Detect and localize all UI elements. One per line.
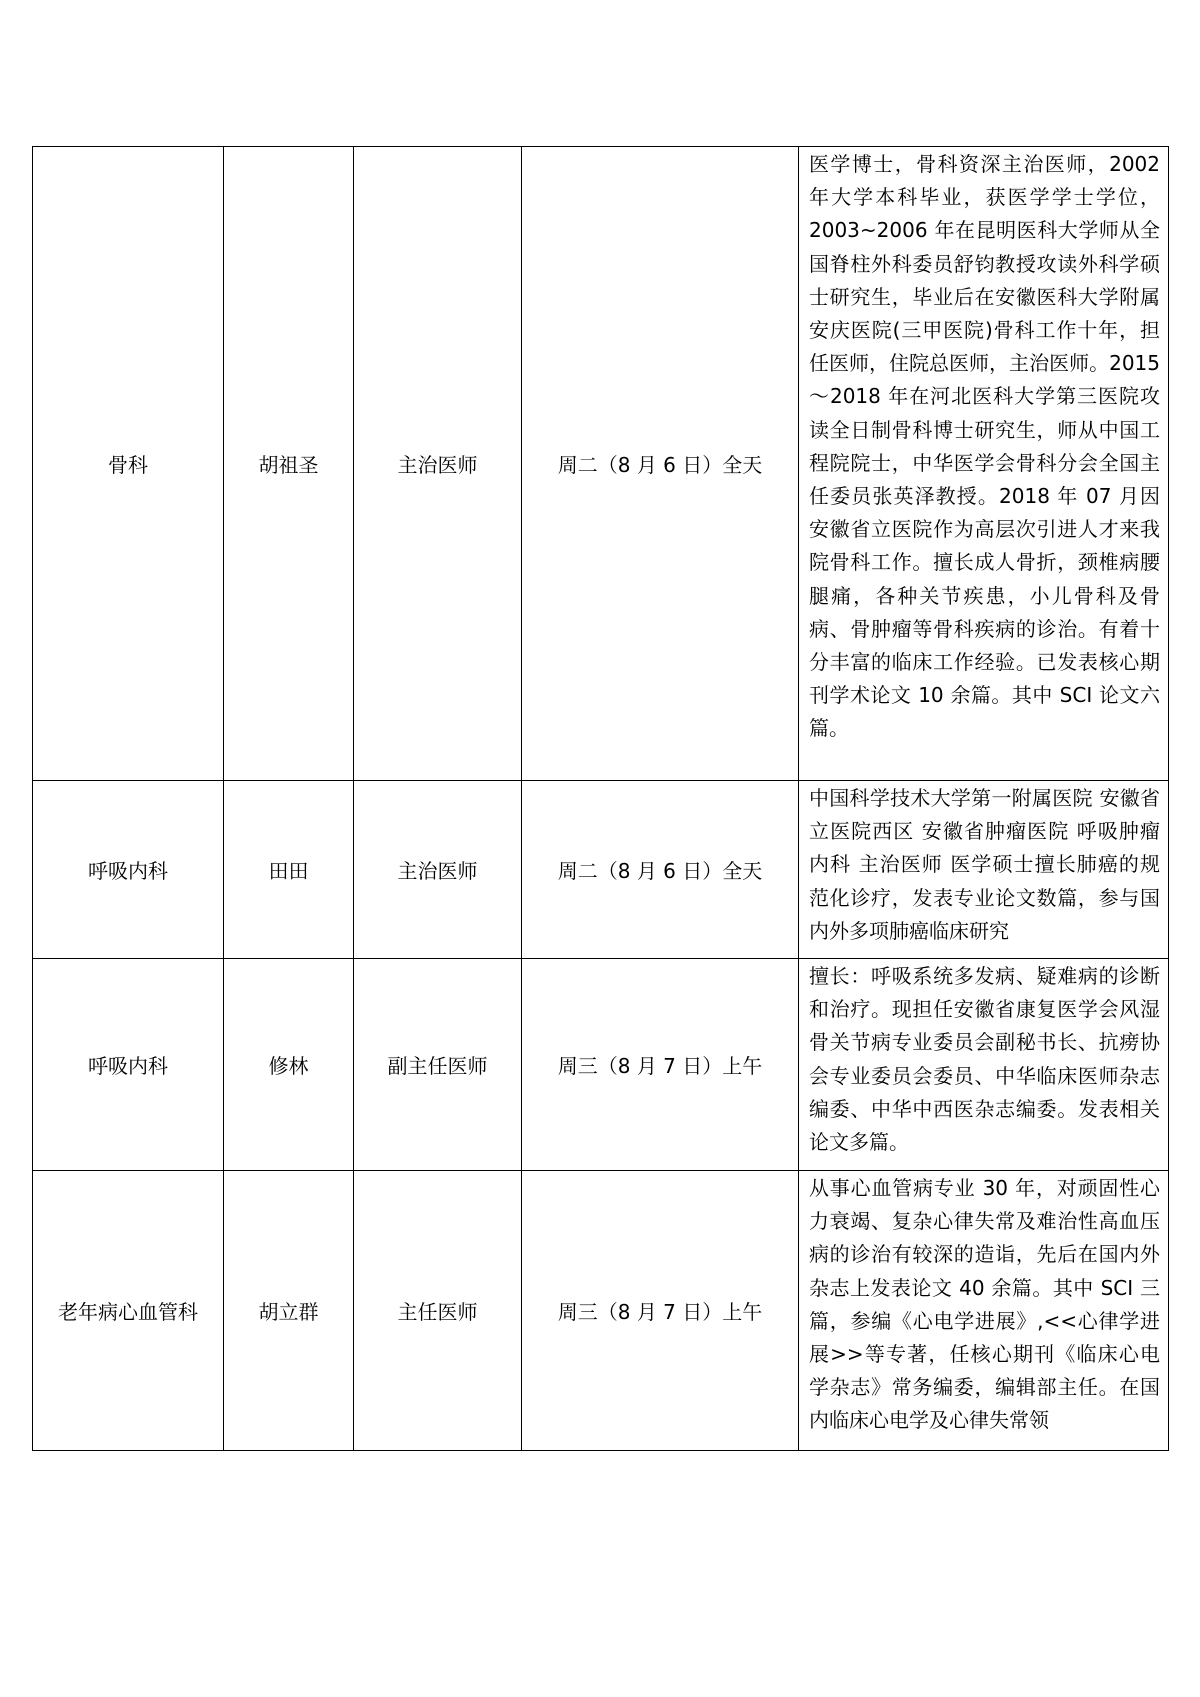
doctor-title-cell: 主治医师 bbox=[354, 147, 522, 781]
bio-text: 从事心血管病专业 30 年，对顽固性心力衰竭、复杂心律失常及难治性高血压病的诊治有较深的造诣，先后在国内外杂志上发表论文 40 余篇。其中 SCI 三篇，参编《心电学进展》,<<心律学进展>>等专著，任核心期刊《临床心电学杂志》常务编委，编辑部主任。在国内临床心电学及心律失常领 bbox=[809, 1176, 1160, 1433]
doctor-title-cell: 主治医师 bbox=[354, 781, 522, 959]
doctor-name-cell: 胡立群 bbox=[224, 1171, 354, 1451]
doctor-name-cell: 胡祖圣 bbox=[224, 147, 354, 781]
table-row bbox=[33, 959, 1169, 1171]
department-cell: 呼吸内科 bbox=[33, 959, 224, 1171]
department-cell: 骨科 bbox=[33, 147, 224, 781]
doctor-title-cell: 主任医师 bbox=[354, 1171, 522, 1451]
doctor-title-cell: 副主任医师 bbox=[354, 959, 522, 1171]
department-cell: 呼吸内科 bbox=[33, 781, 224, 959]
schedule-cell: 周二（8 月 6 日）全天 bbox=[522, 781, 799, 959]
schedule-cell: 周三（8 月 7 日）上午 bbox=[522, 959, 799, 1171]
bio-text: 擅长：呼吸系统多发病、疑难病的诊断和治疗。现担任安徽省康复医学会风湿骨关节病专业委员会副秘书长、抗痨协会专业委员会委员、中华临床医师杂志编委、中华中西医杂志编委。发表相关论文多篇。 bbox=[809, 964, 1160, 1155]
department-cell: 老年病心血管科 bbox=[33, 1171, 224, 1451]
table-row bbox=[33, 147, 1169, 781]
doctor-name-cell: 田田 bbox=[224, 781, 354, 959]
table-row bbox=[33, 781, 1169, 959]
doctor-name-cell: 修林 bbox=[224, 959, 354, 1171]
doctor-schedule-table bbox=[32, 146, 1169, 1451]
schedule-cell: 周三（8 月 7 日）上午 bbox=[522, 1171, 799, 1451]
bio-cell bbox=[799, 959, 1169, 1171]
table-row bbox=[33, 1171, 1169, 1451]
bio-cell bbox=[799, 147, 1169, 781]
bio-cell bbox=[799, 781, 1169, 959]
bio-cell bbox=[799, 1171, 1169, 1451]
schedule-cell: 周二（8 月 6 日）全天 bbox=[522, 147, 799, 781]
bio-text: 医学博士，骨科资深主治医师，2002 年大学本科毕业，获医学学士学位，2003~2006 年在昆明医科大学师从全国脊柱外科委员舒钧教授攻读外科学硕士研究生，毕业后在安徽医科大学附属安庆医院(三甲医院)骨科工作十年，担任医师，住院总医师，主治医师。2015～2018 年在河北医科大学第三医院攻读全日制骨科博士研究生，师从中国工程院院士，中华医学会骨科分会全国主任委员张英泽教授。2018 年 07 月因安徽省立医院作为高层次引进人才来我院骨科工作。擅长成人骨折，颈椎病腰腿痛，各种关节疾患，小儿骨科及骨病、骨肿瘤等骨科疾病的诊治。有着十分丰富的临床工作经验。已发表核心期刊学术论文 10 余篇。其中 SCI 论文六篇。 bbox=[809, 152, 1160, 741]
bio-text: 中国科学技术大学第一附属医院 安徽省立医院西区 安徽省肿瘤医院 呼吸肿瘤内科 主治医师 医学硕士擅长肺癌的规范化诊疗，发表专业论文数篇，参与国内外多项肺癌临床研究 bbox=[809, 786, 1160, 943]
